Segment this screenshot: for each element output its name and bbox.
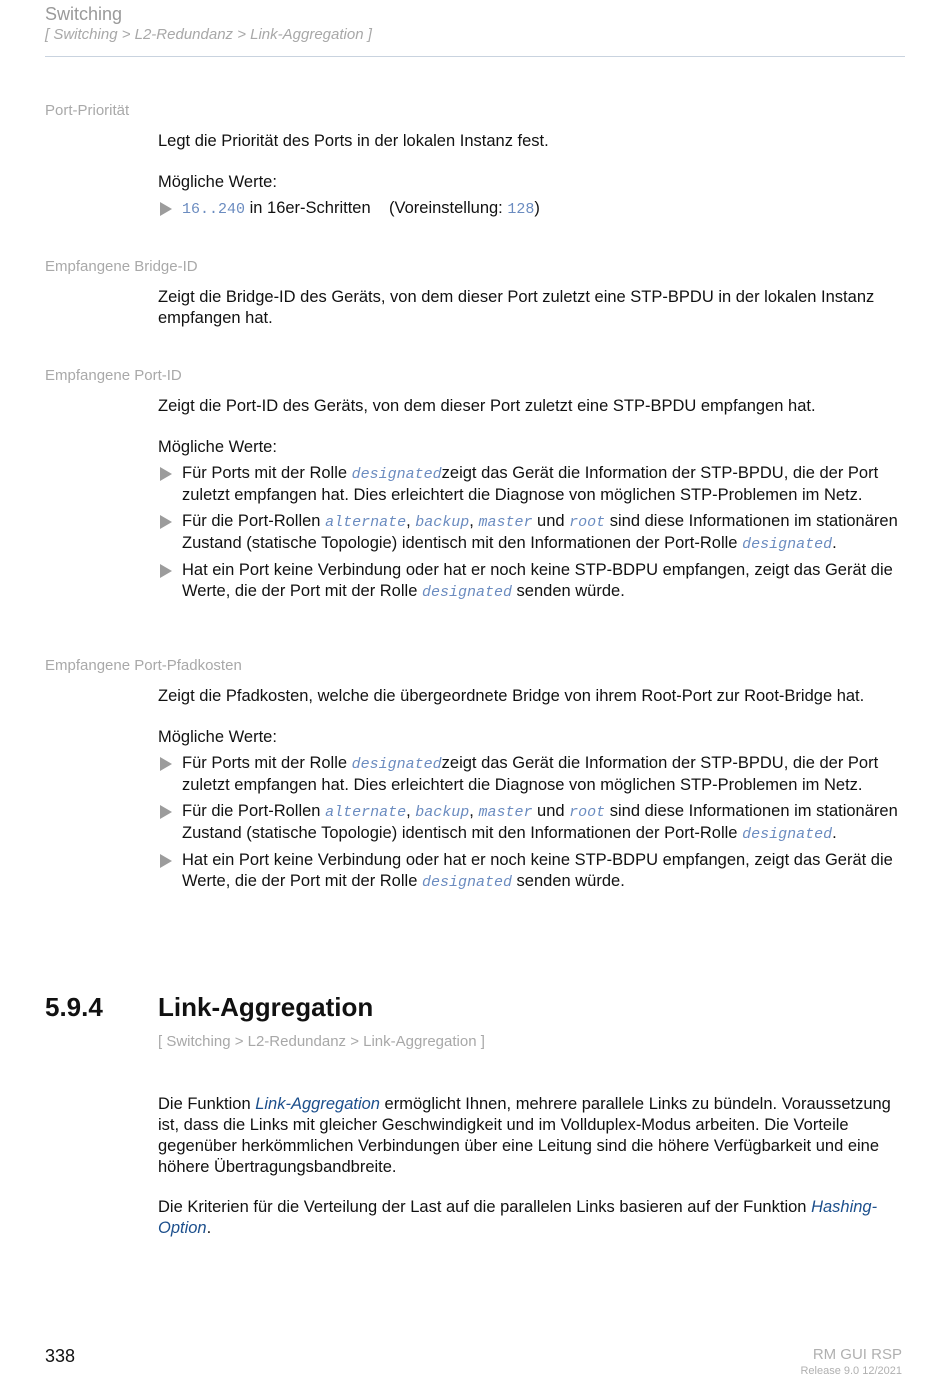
text: zeigt das Gerät die Information der STP-BPDU, die der Port zuletzt empfangen hat. Dies erleichtert die Diagnose von möglichen STP-Problemen im Netz. (182, 754, 879, 794)
header-divider (45, 56, 905, 57)
item-text: in 16er-Schritten (245, 199, 371, 217)
desc-bridge-id: Zeigt die Bridge-ID des Geräts, von dem dieser Port zuletzt eine STP-BPDU in der lokalen Instanz empfangen hat. (158, 288, 875, 327)
bullet-triangle-icon (160, 467, 172, 481)
text: sind diese Informationen im stationären Zustand (statische Topologie) identisch mit den Informationen der Port-Rolle (182, 512, 898, 552)
text: , (469, 512, 479, 530)
code-value: root (569, 804, 606, 821)
text: Für die Port-Rollen (182, 512, 326, 530)
text: und (532, 512, 570, 530)
desc-port-prioritaet: Legt die Priorität des Ports in der lokalen Instanz fest. (158, 132, 549, 150)
text: . (832, 824, 837, 842)
values-list-port-prioritaet (158, 198, 906, 225)
code-value: designated (351, 466, 442, 483)
values-label-port-prioritaet: Mögliche Werte: (158, 173, 277, 191)
text: , (469, 802, 479, 820)
text: Hat ein Port keine Verbindung oder hat er noch keine STP-BDPU empfangen, zeigt das Gerät die Werte, die der Port mit der Rolle (182, 561, 893, 600)
list-item (158, 511, 906, 555)
list-item (158, 560, 906, 603)
code-value: alternate (325, 804, 407, 821)
code-value: backup (415, 804, 470, 821)
page-number: 338 (45, 1346, 76, 1366)
label-port-prioritaet: Port-Priorität (45, 102, 130, 119)
code-value: 16..240 (182, 201, 246, 218)
footer-info (800, 1346, 902, 1377)
section-title: Link-Aggregation (158, 992, 374, 1022)
text: zeigt das Gerät die Information der STP-BPDU, die der Port zuletzt empfangen hat. Dies erleichtert die Diagnose von möglichen STP-Problemen im Netz. (182, 464, 879, 504)
values-list-port-id (158, 463, 906, 608)
list-item (158, 850, 906, 893)
bullet-triangle-icon (160, 854, 172, 868)
code-value: designated (742, 536, 833, 553)
default-code: 128 (507, 201, 535, 218)
code-value: master (478, 804, 533, 821)
code-value: root (569, 514, 606, 531)
bullet-triangle-icon (160, 564, 172, 578)
text: senden würde. (511, 872, 625, 890)
code-value: designated (421, 874, 512, 891)
bullet-triangle-icon (160, 805, 172, 819)
text: Für die Port-Rollen (182, 802, 326, 820)
bullet-triangle-icon (160, 757, 172, 771)
link-aggregation-link[interactable]: Link-Aggregation (255, 1095, 380, 1113)
running-header-title: Switching (45, 4, 123, 24)
text: , (406, 802, 416, 820)
list-item (158, 801, 906, 845)
text: Die Funktion (158, 1095, 256, 1113)
release-info: Release 9.0 12/2021 (800, 1365, 902, 1377)
default-prefix: (Voreinstellung: (389, 199, 508, 217)
text: senden würde. (511, 582, 625, 600)
list-item (158, 198, 906, 220)
code-value: designated (742, 826, 833, 843)
bullet-triangle-icon (160, 515, 172, 529)
hashing-option-link[interactable]: Hashing-Option (158, 1198, 878, 1237)
label-bridge-id: Empfangene Bridge-ID (45, 258, 198, 275)
product-name: RM GUI RSP (812, 1346, 902, 1363)
section-number: 5.9.4 (45, 992, 103, 1022)
text: und (532, 802, 570, 820)
code-value: designated (421, 584, 512, 601)
text: Hat ein Port keine Verbindung oder hat er noch keine STP-BDPU empfangen, zeigt das Gerät die Werte, die der Port mit der Rolle (182, 851, 893, 890)
bullet-triangle-icon (160, 202, 172, 216)
text: . (832, 534, 837, 552)
default-suffix: ) (534, 199, 540, 217)
code-value: alternate (325, 514, 407, 531)
desc-pfadkosten: Zeigt die Pfadkosten, welche die übergeordnete Bridge von ihrem Root-Port zur Root-Bridge hat. (158, 687, 865, 705)
code-value: backup (415, 514, 470, 531)
list-item (158, 753, 906, 796)
text: Die Kriterien für die Verteilung der Last auf die parallelen Links basieren auf der Funktion (158, 1198, 812, 1216)
code-value: designated (351, 756, 442, 773)
list-item (158, 463, 906, 506)
text: , (406, 512, 416, 530)
criteria-paragraph (158, 1197, 906, 1239)
label-port-id: Empfangene Port-ID (45, 367, 182, 384)
running-header-breadcrumb: [ Switching > L2-Redundanz > Link-Aggregation ] (45, 26, 372, 43)
text: ermöglicht Ihnen, mehrere parallele Links zu bündeln. Voraussetzung ist, dass die Links mit gleicher Geschwindigkeit und im Vollduplex-Modus arbeiten. Die Vorteile gegenüber herkömmlichen Verbindungen über eine Leitung sind die höhere Verfügbarkeit und eine höhere Übertragungsbandbreite. (158, 1095, 891, 1176)
values-label-pfadkosten: Mögliche Werte: (158, 728, 277, 746)
code-value: master (478, 514, 533, 531)
text: . (206, 1219, 212, 1237)
desc-port-id: Zeigt die Port-ID des Geräts, von dem dieser Port zuletzt eine STP-BPDU empfangen hat. (158, 397, 816, 415)
intro-paragraph (158, 1094, 906, 1178)
label-pfadkosten: Empfangene Port-Pfadkosten (45, 657, 242, 674)
section-breadcrumb: [ Switching > L2-Redundanz > Link-Aggregation ] (158, 1033, 485, 1050)
values-label-port-id: Mögliche Werte: (158, 438, 277, 456)
text: Für Ports mit der Rolle (182, 754, 352, 772)
text: sind diese Informationen im stationären Zustand (statische Topologie) identisch mit den Informationen der Port-Rolle (182, 802, 898, 842)
values-list-pfadkosten (158, 753, 906, 898)
text: Für Ports mit der Rolle (182, 464, 352, 482)
